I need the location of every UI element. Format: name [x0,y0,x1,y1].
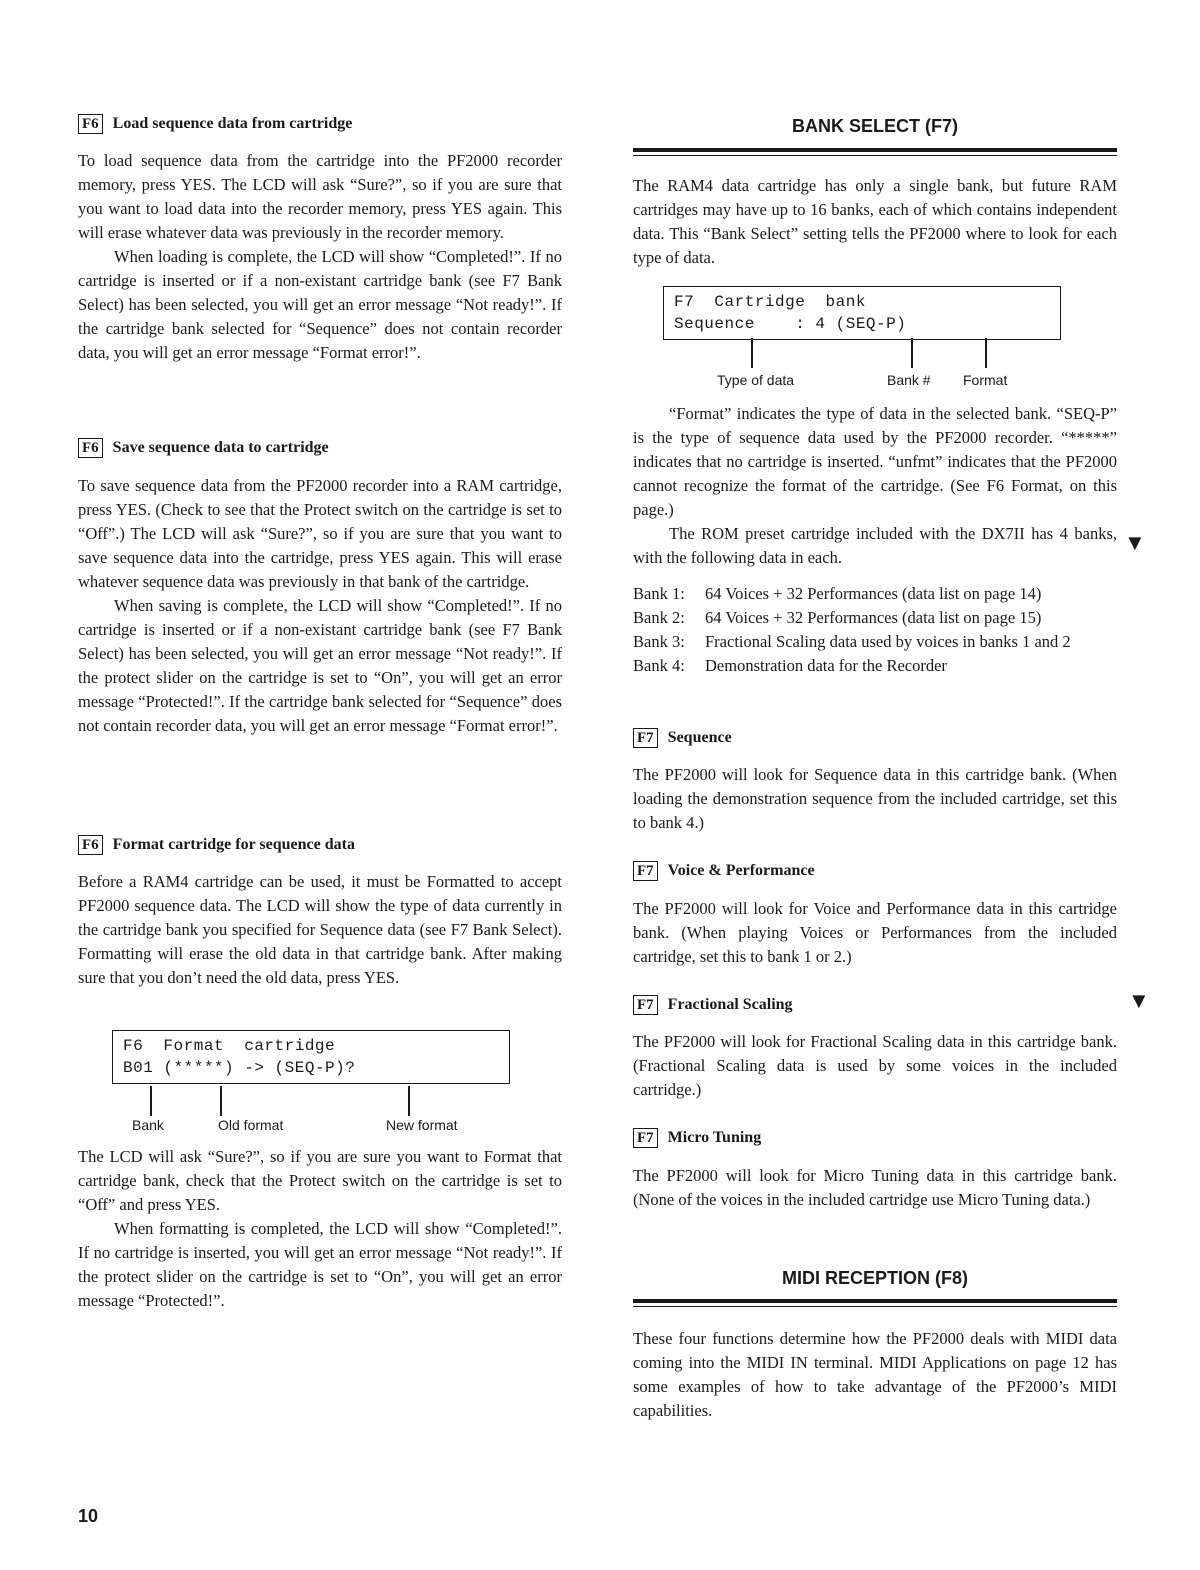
format-pointer [985,338,987,368]
binder-mark-icon: ▼ [1124,530,1146,555]
lcd-bank-display [663,286,1061,340]
paragraph: These four functions determine how the PF2000 deals with MIDI data coming into the MIDI IN terminal. MIDI Applications on page 12 has some examples of how to take advantage of the PF2000’s MIDI capabilities. [633,1329,1117,1420]
subheading-voice-performance [633,861,815,881]
label-bank-number: Bank # [887,372,931,388]
heading-midi-reception: MIDI RECEPTION (F8) [781,1268,968,1288]
paragraph: The LCD will ask “Sure?”, so if you are sure you want to Format that cartridge bank, check that the Protect switch on the cartridge is set to “Off” and press YES. [78,1147,562,1214]
paragraph: The PF2000 will look for Sequence data in this cartridge bank. (When loading the demonstration sequence from the included cartridge, set this to bank 4.) [633,765,1117,832]
list-item [633,606,1117,630]
f7-key-label: F7 [633,861,658,881]
save-section-body [78,474,562,738]
bank-label: Bank 3: [633,632,685,651]
format-section-body [78,870,562,990]
subheading-title: Voice & Performance [667,862,815,879]
load-section-body [78,149,562,365]
midi-reception-body [633,1327,1117,1423]
f7-key-label: F7 [633,995,658,1015]
bank-number-pointer [911,338,913,368]
f7-key-label: F7 [633,728,658,748]
old-format-pointer [220,1086,222,1116]
subheading-save [78,438,329,458]
bank-list [633,582,1117,678]
lcd-format-display [112,1030,510,1084]
subheading-title: Micro Tuning [667,1129,762,1146]
subheading-load [78,114,352,134]
label-type-of-data: Type of data [717,372,795,388]
label-old-format: Old format [218,1117,284,1133]
voice-performance-body [633,897,1117,969]
bank-text: 64 Voices + 32 Performances (data list on page 14) [705,584,1042,603]
lcd-line: Sequence : 4 (SEQ-P) [674,315,907,333]
subheading-format [78,835,355,855]
bank-text: 64 Voices + 32 Performances (data list on page 15) [705,608,1042,627]
subheading-micro-tuning [633,1128,761,1148]
paragraph: The PF2000 will look for Micro Tuning data in this cartridge bank. (None of the voices in the included cartridge use Micro Tuning data.) [633,1166,1117,1209]
format-section-body-2 [78,1145,562,1313]
subheading-title: Load sequence data from cartridge [112,115,353,132]
bank-pointer [150,1086,152,1116]
bank-text: Demonstration data for the Recorder [705,656,947,675]
f6-key-label: F6 [78,835,103,855]
binder-mark-icon: ▼ [1128,988,1150,1013]
f7-key-label: F7 [633,1128,658,1148]
paragraph: The RAM4 data cartridge has only a single bank, but future RAM cartridges may have up to 16 banks, each of which contains independent data. This “Bank Select” setting tells the PF2000 where to look for each type of data. [633,176,1117,267]
bank-label: Bank 2: [633,608,685,627]
subheading-title: Sequence [667,729,732,746]
paragraph: The PF2000 will look for Fractional Scaling data in this cartridge bank. (Fractional Scaling data is used by some voices in the included cartridge.) [633,1032,1117,1099]
paragraph: The PF2000 will look for Voice and Performance data in this cartridge bank. (When playing Voices or Performances from the included cartridge, set this to bank 1 or 2.) [633,899,1117,966]
heading-bank-select: BANK SELECT (F7) [792,116,958,136]
label-bank: Bank [132,1117,164,1133]
new-format-pointer [408,1086,410,1116]
paragraph: When loading is complete, the LCD will show “Completed!”. If no cartridge is inserted or if a non-existant cartridge bank (see F7 Bank Select) has been selected, you will get an error message “Not ready!”. If the cartridge bank selected for “Sequence” does not contain recorder data, you will get an error message “Format error!”. [78,247,562,362]
bank-select-body [633,174,1117,270]
subheading-sequence [633,728,732,748]
fractional-scaling-body [633,1030,1117,1102]
paragraph: When saving is complete, the LCD will show “Completed!”. If no cartridge is inserted or if a non-existant cartridge bank (see F7 Bank Select) has been selected, you will get an error message “Not ready!”. If the protect slider on the cartridge is set to “On”, you will get an error message “Protected!”. If the cartridge bank selected for “Sequence” does not contain recorder data, you will get an error message “Format error!”. [78,596,562,735]
section-rule [633,1299,1117,1307]
lcd-line: B01 (*****) -> (SEQ-P)? [123,1059,356,1077]
lcd-line: F7 Cartridge bank [674,293,866,311]
list-item [633,654,1117,678]
subheading-title: Fractional Scaling [667,996,793,1013]
bank-select-body-2 [633,402,1117,570]
paragraph: To save sequence data from the PF2000 recorder into a RAM cartridge, press YES. (Check to see that the Protect switch on the cartridge is set to “Off”.) The LCD will ask “Sure?”, so if you are sure that you want to save sequence data into the cartridge, press YES again. This will erase whatever sequence data was previously in that bank of the cartridge. [78,476,562,591]
type-pointer [751,338,753,368]
subheading-title: Format cartridge for sequence data [112,836,355,853]
paragraph: Before a RAM4 cartridge can be used, it must be Formatted to accept PF2000 sequence data. The LCD will show the type of data currently in the cartridge bank you specified for Sequence data (see F7 Bank Select). Formatting will erase the old data in that cartridge bank. After making sure that you don’t need the old data, press YES. [78,872,562,987]
subheading-title: Save sequence data to cartridge [112,439,329,456]
paragraph: When formatting is completed, the LCD will show “Completed!”. If no cartridge is inserted, you will get an error message “Not ready!”. If the protect slider on the cartridge is set to “On”, you will get an error message “Protected!”. [78,1219,562,1310]
sequence-body [633,763,1117,835]
page-number: 10 [78,1506,99,1526]
subheading-fractional-scaling [633,995,793,1015]
bank-text: Fractional Scaling data used by voices in banks 1 and 2 [705,632,1071,651]
lcd-line: F6 Format cartridge [123,1037,336,1055]
list-item [633,630,1117,654]
paragraph: The ROM preset cartridge included with the DX7II has 4 banks, with the following data in each. [633,524,1117,567]
paragraph: To load sequence data from the cartridge into the PF2000 recorder memory, press YES. The LCD will ask “Sure?”, so if you are sure that you want to load data into the recorder memory, press YES again. This will erase whatever data was previously in the recorder memory. [78,151,562,242]
label-format: Format [963,372,1008,388]
f6-key-label: F6 [78,438,103,458]
list-item [633,582,1117,606]
f6-key-label: F6 [78,114,103,134]
section-rule [633,148,1117,156]
label-new-format: New format [386,1117,458,1133]
paragraph: “Format” indicates the type of data in the selected bank. “SEQ-P” is the type of sequence data used by the PF2000 recorder. “*****” indicates that no cartridge is inserted. “unfmt” indicates that the PF2000 cannot recognize the format of the cartridge. (See F6 Format, on this page.) [633,404,1117,519]
bank-label: Bank 4: [633,656,685,675]
bank-label: Bank 1: [633,584,685,603]
micro-tuning-body [633,1164,1117,1212]
